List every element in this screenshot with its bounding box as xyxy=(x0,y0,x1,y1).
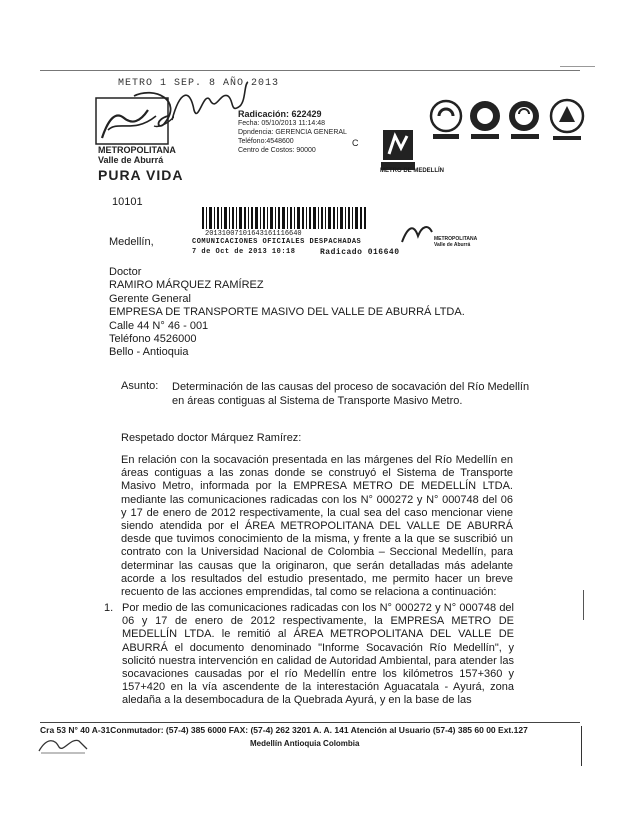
radicacion-fecha: Fecha: 05/10/2013 11:14:48 xyxy=(238,120,326,127)
recipient-phone: Teléfono 4526000 xyxy=(109,333,197,346)
radicacion-telefono: Teléfono:4548600 xyxy=(238,138,294,145)
greeting: Respetado doctor Márquez Ramírez: xyxy=(121,432,302,444)
slogan: PURA VIDA xyxy=(98,167,184,183)
area-logo-small-text-1: METROPOLITANA xyxy=(434,236,478,242)
recipient-role: Gerente General xyxy=(109,292,191,305)
footer-side-mark xyxy=(581,726,582,766)
copy-mark: C xyxy=(352,138,359,148)
radicado-number: Radicado 016640 xyxy=(320,248,400,257)
margin-mark xyxy=(583,590,584,620)
footer-contact: Cra 53 N° 40 A-31Conmutador: (57-4) 385 6000 FAX: (57-4) 262 3201 A. A. 141 Atención al Usuario (57-4) 385 60 00 Ext.127 xyxy=(40,725,528,735)
area-logo-small-text xyxy=(434,236,477,248)
footer-city: Medellín Antioquia Colombia xyxy=(250,739,360,748)
body-paragraph: En relación con la socavación presentada en las márgenes del Río Medellín en áreas contiguas a las zonas donde se construyó el Sistema de Transporte Masivo Metro, informada por la EMPRESA METRO DE MEDELLÍN LTDA. mediante las comunicaciones radicadas con los N° 000272 y N° 000748 del 06 y 17 de enero de 2012 respectivamente, la cual sea del caso mencionar viene siendo atendida por el ÁREA METROPOLITANA DEL VALLE DE ABURRÁ desde que tuvimos conocimiento de la misma, y frente a la que se suscribió un contrato con la Universidad Nacional de Colombia – Seccional Medellín, para determinar las causas que la originaron, que serán detalladas más adelante acorde a los resultados del estudio presentado, me permito hacer un breve recuento de las acciones emprendidas, tal como se relaciona a continuación: xyxy=(121,454,513,599)
document-code: 10101 xyxy=(112,196,143,208)
list-item-number: 1. xyxy=(104,602,114,614)
recipient-city: Bello - Antioquia xyxy=(109,346,189,359)
radicacion-dependencia: Dpndencia: GERENCIA GENERAL xyxy=(238,129,347,136)
barcode-number: 20131007101643161116640 xyxy=(205,230,302,238)
subject-line2: en áreas contiguas al Sistema de Transporte Masivo Metro. xyxy=(172,395,463,407)
recipient-address: Calle 44 N° 46 - 001 xyxy=(109,319,209,332)
area-logo-small-icon xyxy=(400,222,434,244)
top-rule-right xyxy=(560,66,595,67)
radicacion-centro: Centro de Costos: 90000 xyxy=(238,147,316,154)
recipient-company: EMPRESA DE TRANSPORTE MASIVO DEL VALLE DE ABURRÁ LTDA. xyxy=(109,306,465,319)
top-rule xyxy=(40,70,580,71)
recipient-block xyxy=(109,266,465,360)
metro-logo-caption: METRO DE MEDELLÍN xyxy=(380,168,444,174)
subject-text xyxy=(172,380,529,408)
logo-name-line1: METROPOLITANA xyxy=(98,145,176,155)
subject-label: Asunto: xyxy=(121,380,159,392)
barcode-date: 7 de Oct de 2013 10:18 xyxy=(192,248,296,256)
received-stamp: METRO 1 SEP. 8 AÑO 2013 xyxy=(118,78,280,89)
subject-line1: Determinación de las causas del proceso de socavación del Río Medellín xyxy=(172,381,530,393)
barcode-caption: COMUNICACIONES OFICIALES DESPACHADAS xyxy=(192,238,362,246)
logo-name xyxy=(98,145,176,165)
radicacion-number: Radicación: 622429 xyxy=(238,109,322,119)
radicacion-box xyxy=(238,110,347,155)
certification-seals xyxy=(425,96,600,148)
city-date: Medellín, xyxy=(109,236,154,248)
certification-seals-icon xyxy=(425,96,600,148)
list-item-text: Por medio de las comunicaciones radicadas con los N° 000272 y N° 000748 del 06 y 17 de enero de 2012 respectivamente, la EMPRESA METRO DE MEDELLÍN LTDA. le remitió al ÁREA METROPOLITANA DEL VALLE DE ABURRÁ el documento denominado "Informe Socavación Río Medellín", y solicitó nuestra intervención en calidad de Autoridad Ambiental, para atender las socavaciones causadas por el río Medellín entre los kilómetros 157+360 y 157+420 en la vía ascendente de la interestación Aguacatala - Ayurá, zona aledaña a la desembocadura de la Quebrada Ayurá, y en la base de las xyxy=(122,602,514,707)
recipient-name: RAMIRO MÁRQUEZ RAMÍREZ xyxy=(109,279,264,292)
recipient-title: Doctor xyxy=(109,266,142,278)
footer-initials-icon xyxy=(35,733,90,755)
footer-rule xyxy=(40,722,580,723)
area-logo-small-text-2: Valle de Aburrá xyxy=(434,242,471,248)
logo-name-line2: Valle de Aburrá xyxy=(98,155,164,165)
